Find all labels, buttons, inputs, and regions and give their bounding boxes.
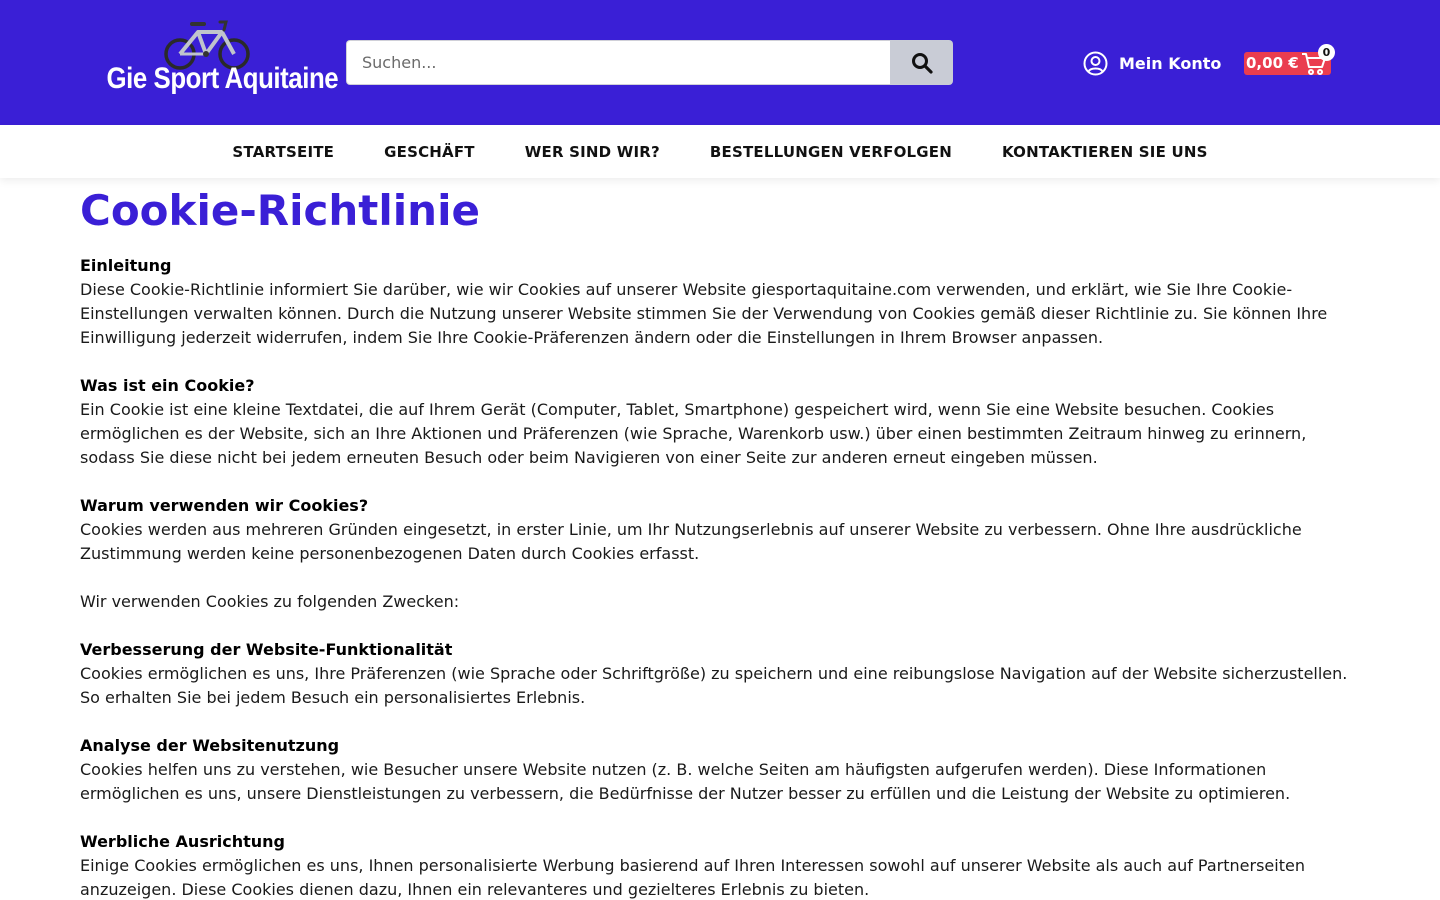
section-heading: Verbesserung der Website-Funktionalität xyxy=(80,640,453,659)
section-heading: Werbliche Ausrichtung xyxy=(80,832,285,851)
nav-item-kontakt[interactable]: KONTAKTIEREN SIE UNS xyxy=(1002,142,1208,161)
section-text: Diese Cookie-Richtlinie informiert Sie darüber, wie wir Cookies auf unserer Website giesportaquitaine.com verwenden, und erklärt, wie Sie Ihre Cookie-Einstellungen verwalten können. Durch die Nutzung unserer Website stimmen Sie der Verwendung von Cookies gemäß dieser Richtlinie zu. Sie können Ihre Einwilligung jederzeit widerrufen, indem Sie Ihre Cookie-Präferenzen ändern oder die Einstellungen in Ihrem Browser anpassen. xyxy=(80,280,1328,347)
cart-count-badge: 0 xyxy=(1318,44,1335,61)
section-text: Ein Cookie ist eine kleine Textdatei, die auf Ihrem Gerät (Computer, Tablet, Smartphone) gespeichert wird, wenn Sie eine Website besuchen. Cookies ermöglichen es der Website, sich an Ihre Aktionen und Präferenzen (wie Sprache, Warenkorb usw.) über einen bestimmten Zeitraum hinweg zu erinnern, sodass Sie diese nicht bei jedem erneuten Besuch oder beim Navigieren von einer Seite zur anderen erneut eingeben müssen. xyxy=(80,400,1307,467)
account-link[interactable] xyxy=(1083,50,1221,76)
cart-button[interactable] xyxy=(1244,44,1334,80)
page-title: Cookie-Richtlinie xyxy=(80,186,480,235)
nav-item-geschaeft[interactable]: GESCHÄFT xyxy=(384,142,475,161)
policy-intro-line xyxy=(80,590,1360,614)
user-circle-icon xyxy=(1083,51,1108,76)
policy-section xyxy=(80,374,1360,470)
nav-item-bestellungen-verfolgen[interactable]: BESTELLUNGEN VERFOLGEN xyxy=(709,142,952,161)
section-text: Cookies ermöglichen es uns, Ihre Präferenzen (wie Sprache oder Schriftgröße) zu speichern und eine reibungslose Navigation auf der Website sicherzustellen. So erhalten Sie bei jedem Besuch ein personalisiertes Erlebnis. xyxy=(80,664,1348,707)
section-heading: Analyse der Websitenutzung xyxy=(80,736,340,755)
site-header xyxy=(0,0,1440,125)
section-heading: Was ist ein Cookie? xyxy=(80,376,255,395)
site-logo[interactable] xyxy=(90,18,339,108)
section-heading: Einleitung xyxy=(80,256,172,275)
nav-item-wer-sind-wir[interactable]: WER SIND WIR? xyxy=(524,142,660,161)
search-bar xyxy=(346,40,953,85)
section-text: Cookies werden aus mehreren Gründen eingesetzt, in erster Linie, um Ihr Nutzungserlebnis auf unserer Website zu verbessern. Ohne Ihre ausdrückliche Zustimmung werden keine personenbezogenen Daten durch Cookies erfasst. xyxy=(80,520,1302,563)
policy-section xyxy=(80,494,1360,566)
section-text: Wir verwenden Cookies zu folgenden Zwecken: xyxy=(80,592,460,611)
search-icon xyxy=(911,52,933,74)
policy-section xyxy=(80,734,1360,806)
policy-section xyxy=(80,830,1360,900)
account-label: Mein Konto xyxy=(1119,53,1222,73)
section-heading: Warum verwenden wir Cookies? xyxy=(80,496,369,515)
main-content xyxy=(80,184,1360,900)
search-button[interactable] xyxy=(890,40,953,85)
section-text: Einige Cookies ermöglichen es uns, Ihnen personalisierte Werbung basierend auf Ihren Interessen sowohl auf unserer Website als auch auf Partnerseiten anzuzeigen. Diese Cookies dienen dazu, Ihnen ein relevanteres und gezielteres Erlebnis zu bieten. xyxy=(80,856,1305,899)
main-navigation xyxy=(0,125,1440,178)
nav-item-startseite[interactable]: STARTSEITE xyxy=(232,142,335,161)
policy-section xyxy=(80,638,1360,710)
policy-section xyxy=(80,254,1360,350)
logo-text: Gie Sport Aquitaine xyxy=(106,62,339,95)
section-text: Cookies helfen uns zu verstehen, wie Besucher unsere Website nutzen (z. B. welche Seiten am häufigsten aufgerufen werden). Diese Informationen ermöglichen es uns, unsere Dienstleistungen zu verbessern, die Bedürfnisse der Nutzer besser zu erfüllen und die Leistung der Website zu optimieren. xyxy=(80,760,1291,803)
cart-total: 0,00 € xyxy=(1244,52,1331,75)
search-input[interactable] xyxy=(346,40,890,85)
